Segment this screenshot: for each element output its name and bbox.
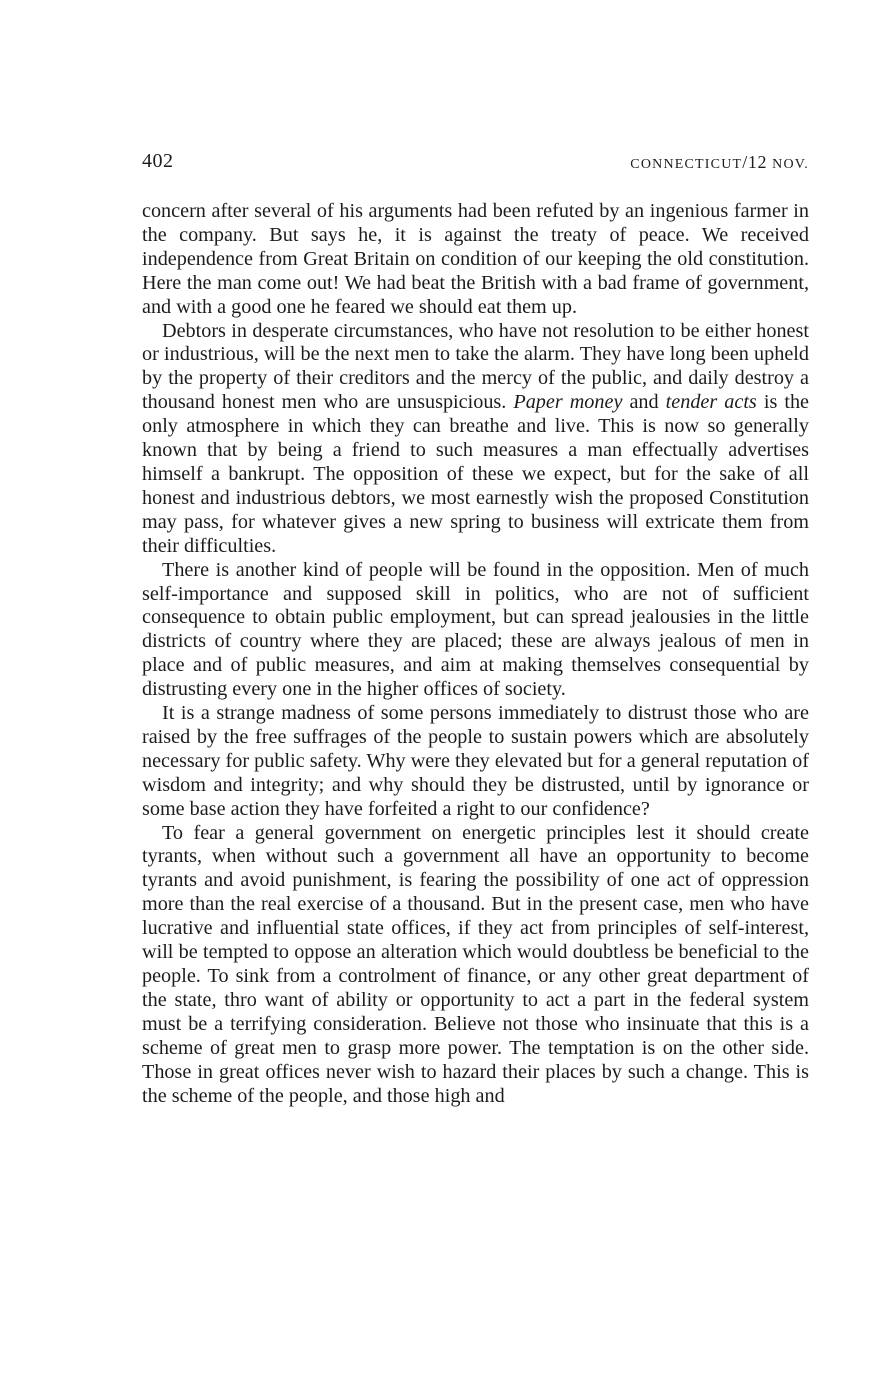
paragraph-2-italic-tender-acts: tender acts bbox=[665, 391, 757, 414]
paragraph-2 bbox=[142, 320, 809, 559]
running-title-state: CONNECTICUT bbox=[630, 157, 743, 172]
running-title-date: /12 bbox=[742, 152, 773, 172]
paragraph-2-italic-paper-money: Paper money bbox=[513, 391, 623, 414]
page-number: 402 bbox=[142, 150, 174, 172]
paragraph-3: There is another kind of people will be found in the opposition. Men of much self-importance and supposed skill in politics, who are not of sufficient consequence to obtain public employment, but can spread jealousies in the little districts of country where they are placed; these are always jealous of men in place and of public measures, and aim at making themselves consequential by distrusting every one in the higher offices of society. bbox=[142, 558, 809, 701]
paragraph-2-part-3: is the only atmosphere in which they can breathe and live. This is now so generally known that by being a friend to such measures a man effectually advertises himself a bankrupt. The opposition of these we expect, but for the sake of all honest and industrious debtors, we most earnestly wish the proposed Constitution may pass, for whatever gives a new spring to business will extricate them from their difficulties. bbox=[142, 391, 810, 557]
running-title-month: NOV. bbox=[772, 157, 809, 172]
book-page bbox=[142, 150, 809, 1108]
paragraph-2-part-2: and bbox=[622, 391, 666, 414]
running-head bbox=[142, 150, 809, 180]
paragraph-5: To fear a general government on energetic principles lest it should create tyrants, when without such a government all have an opportunity to become tyrants and avoid punishment, is fearing the possibility of one act of oppression more than the real exercise of a thousand. But in the present case, men who have lucrative and influential state offices, if they act from principles of self-interest, will be tempted to oppose an alteration which would doubtless be beneficial to the people. To sink from a controlment of finance, or any other great department of the state, thro want of ability or opportunity to act a part in the federal system must be a terrifying consideration. Believe not those who insinuate that this is a scheme of great men to grasp more power. The temptation is on the other side. Those in great offices never wish to hazard their places by such a change. This is the scheme of the people, and those high and bbox=[142, 821, 809, 1107]
paragraph-4: It is a strange madness of some persons immediately to distrust those who are raised by the free suffrages of the people to sustain powers which are absolutely necessary for public safety. Why were they elevated but for a general reputation of wisdom and integrity; and why should they be distrusted, until by ignorance or some base action they have forfeited a right to our confidence? bbox=[142, 702, 809, 820]
body-text bbox=[142, 200, 809, 1108]
running-title bbox=[630, 152, 809, 173]
paragraph-1: concern after several of his arguments had been refuted by an ingenious farmer in the company. But says he, it is against the treaty of peace. We received independence from Great Britain on condition of our keeping the old constitution. Here the man come out! We had beat the British with a bad frame of government, and with a good one he feared we should eat them up. bbox=[142, 200, 809, 318]
paragraph-2-part-1: Debtors in desperate circumstances, who have not resolution to be either honest or industrious, will be the next men to take the alarm. They have long been upheld by the property of their creditors and the mercy of the public, and daily destroy a thousand honest men who are unsuspicious. bbox=[142, 319, 809, 414]
